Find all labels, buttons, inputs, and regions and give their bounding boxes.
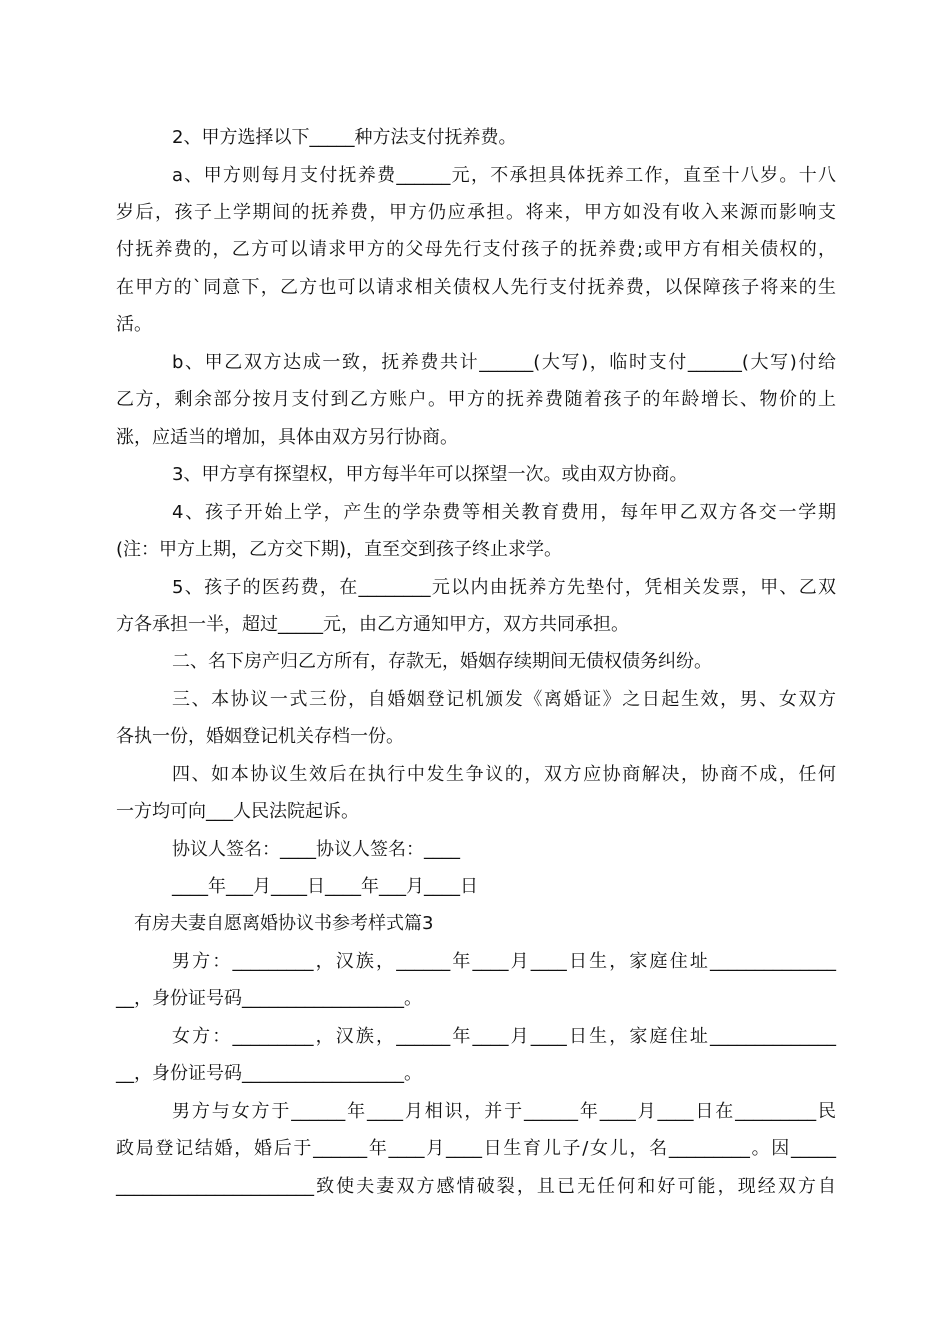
paragraph-line: 活。	[116, 314, 152, 335]
paragraph-line: __，身份证号码__________________。	[116, 1063, 422, 1084]
signature-line: 协议人签名：____协议人签名：____	[172, 839, 460, 860]
paragraph-line: (注：甲方上期，乙方交下期)，直至交到孩子终止求学。	[116, 539, 563, 560]
paragraph-line: 5、孩子的医药费，在________元以内由抚养方先垫付，凭相关发票，甲、乙双	[172, 577, 836, 598]
paragraph-line: 方各承担一半，超过_____元，由乙方通知甲方，双方共同承担。	[116, 614, 629, 635]
paragraph-line: ______________________致使夫妻双方感情破裂，且已无任何和好可能，现经双方自	[116, 1176, 836, 1197]
paragraph-line: __，身份证号码__________________。	[116, 988, 422, 1009]
paragraph-line: 二、名下房产归乙方所有，存款无，婚姻存续期间无债权债务纠纷。	[172, 651, 712, 672]
paragraph-line: 女方：_________，汉族，______年____月____日生，家庭住址______________	[172, 1026, 836, 1047]
paragraph-line: 一方均可向___人民法院起诉。	[116, 801, 359, 822]
paragraph-line: 乙方，剩余部分按月支付到乙方账户。甲方的抚养费随着孩子的年龄增长、物价的上	[116, 389, 836, 410]
paragraph-line: 付抚养费的，乙方可以请求甲方的父母先行支付孩子的抚养费;或甲方有相关债权的，	[116, 239, 836, 260]
paragraph-line: b、甲乙双方达成一致，抚养费共计______(大写)，临时支付______(大写)付给	[172, 352, 836, 373]
paragraph-line: 四、如本协议生效后在执行中发生争议的，双方应协商解决，协商不成，任何	[172, 764, 836, 785]
paragraph-line: 岁后，孩子上学期间的抚养费，甲方仍应承担。将来，甲方如没有收入来源而影响支	[116, 202, 836, 223]
paragraph-line: 涨，应适当的增加，具体由双方另行协商。	[116, 427, 458, 448]
paragraph-line: 男方：_________，汉族，______年____月____日生，家庭住址______________	[172, 951, 836, 972]
paragraph-line: 3、甲方享有探望权，甲方每半年可以探望一次。或由双方协商。	[172, 464, 688, 485]
paragraph-line: a、甲方则每月支付抚养费______元，不承担具体抚养工作，直至十八岁。十八	[172, 165, 836, 186]
paragraph-line: 三、本协议一式三份，自婚姻登记机颁发《离婚证》之日起生效，男、女双方	[172, 689, 836, 710]
paragraph-line: 男方与女方于______年____月相识，并于______年____月____日在_________民	[172, 1101, 836, 1122]
section-heading: 有房夫妻自愿离婚协议书参考样式篇3	[134, 913, 434, 934]
date-line: ____年___月____日____年___月____日	[172, 876, 478, 897]
paragraph-line: 各执一份，婚姻登记机关存档一份。	[116, 726, 404, 747]
paragraph-line: 在甲方的`同意下，乙方也可以请求相关债权人先行支付抚养费，以保障孩子将来的生	[116, 277, 836, 298]
paragraph-line: 政局登记结婚，婚后于______年____月____日生育儿子/女儿，名_________。因_____	[116, 1138, 836, 1159]
paragraph-line: 2、甲方选择以下_____种方法支付抚养费。	[172, 127, 517, 148]
paragraph-line: 4、孩子开始上学，产生的学杂费等相关教育费用，每年甲乙双方各交一学期	[172, 502, 836, 523]
